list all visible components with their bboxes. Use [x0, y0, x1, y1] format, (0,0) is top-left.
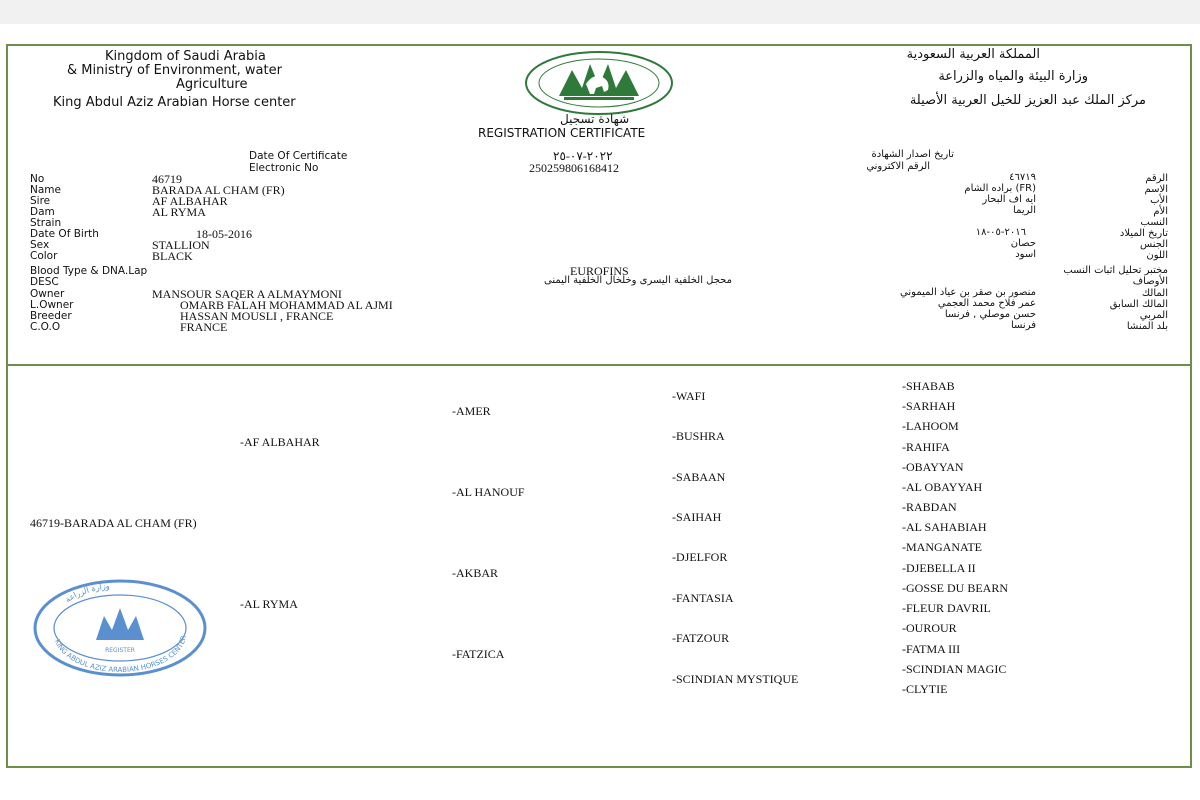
- label-ar-dam: الأم: [1153, 206, 1168, 217]
- pedigree-gen4-11: -GOSSE DU BEARN: [902, 581, 1009, 595]
- svg-text:KING ABDUL AZIZ ARABIAN HORSES: KING ABDUL AZIZ ARABIAN HORSES CENTER: [53, 634, 188, 675]
- pedigree-gen4-6: -AL OBAYYAH: [902, 480, 983, 494]
- pedigree-gen4-8: -AL SAHABIAH: [902, 520, 987, 534]
- label-sire: Sire: [30, 195, 51, 207]
- header-ar-line3: مركز الملك عبد العزيز للخيل العربية الأصيلة: [909, 93, 1146, 108]
- label-ar-name: الاسم: [1144, 184, 1168, 195]
- pedigree-gen4-14: -FATMA III: [902, 642, 961, 656]
- value-coo: FRANCE: [180, 320, 228, 334]
- label-ar-owner: المالك: [1141, 288, 1168, 299]
- svg-text:REGISTER: REGISTER: [105, 647, 135, 654]
- value-dob: 18-05-2016: [196, 227, 252, 241]
- label-ar-coo: بلد المنشا: [1126, 321, 1168, 332]
- label-ar-dob: تاريخ الميلاد: [1119, 228, 1168, 239]
- value-ar-sex: حصان: [1010, 238, 1036, 249]
- label-no: No: [30, 173, 45, 185]
- pedigree-dam: -AL RYMA: [240, 597, 298, 611]
- label-ar-strain: النسب: [1140, 217, 1168, 228]
- header-en-line2: & Ministry of Environment, water: [67, 63, 282, 78]
- pedigree-gen3-2: -BUSHRA: [672, 429, 725, 443]
- electronic-value: 250259806168412: [529, 161, 619, 175]
- pedigree-gen4-7: -RABDAN: [902, 500, 957, 514]
- pedigree-gen3-6: -FANTASIA: [672, 591, 734, 605]
- value-color: BLACK: [152, 249, 193, 263]
- official-stamp: [32, 578, 208, 678]
- value-ar-lowner: عمر فلاح محمد العجمي: [937, 298, 1036, 309]
- pedigree-gen2-3: -AKBAR: [452, 566, 499, 580]
- pedigree-gen4-4: -RAHIFA: [902, 440, 950, 454]
- pedigree-gen4-2: -SARHAH: [902, 399, 956, 413]
- value-ar-dob: ٢٠١٦-٠٥-١٨: [975, 227, 1026, 238]
- pedigree-gen4-3: -LAHOOM: [902, 419, 959, 433]
- pedigree-gen3-7: -FATZOUR: [672, 631, 730, 645]
- label-strain: Strain: [30, 217, 62, 229]
- date-value: ٢٠٢٢-٠٧-٢٥: [553, 149, 613, 163]
- value-sire: AF ALBAHAR: [152, 194, 228, 208]
- center-logo: [524, 50, 674, 116]
- pedigree-gen4-16: -CLYTIE: [902, 682, 948, 696]
- pedigree-subject: 46719-BARADA AL CHAM (FR): [30, 516, 197, 530]
- value-ar-dam: الريما: [1013, 205, 1036, 216]
- label-ar-blood: مختبر تحليل اثبات النسب: [1063, 265, 1168, 276]
- pedigree-gen4-15: -SCINDIAN MAGIC: [902, 662, 1007, 676]
- date-label: Date Of Certificate: [249, 150, 348, 162]
- label-blood: Blood Type & DNA.Lap: [30, 265, 148, 277]
- electronic-label: Electronic No: [249, 162, 319, 174]
- header-ar-line2: وزارة البيئة والمياه والزراعة: [938, 69, 1088, 84]
- label-ar-lowner: المالك السابق: [1109, 299, 1168, 310]
- pedigree-gen2-4: -FATZICA: [452, 647, 505, 661]
- label-desc: DESC: [30, 276, 59, 288]
- label-ar-sex: الجنس: [1139, 239, 1168, 250]
- pedigree-sire: -AF ALBAHAR: [240, 435, 320, 449]
- label-ar-color: اللون: [1146, 250, 1168, 261]
- header-ar-line1: المملكة العربية السعودية: [906, 47, 1040, 62]
- pedigree-gen3-4: -SAIHAH: [672, 510, 722, 524]
- title-en: REGISTRATION CERTIFICATE: [478, 126, 646, 140]
- label-ar-no: الرقم: [1145, 173, 1168, 184]
- pedigree-gen4-12: -FLEUR DAVRIL: [902, 601, 991, 615]
- value-name: BARADA AL CHAM (FR): [152, 183, 285, 197]
- value-ar-color: اسود: [1015, 249, 1036, 260]
- value-ar-coo: فرنسا: [1010, 320, 1036, 331]
- value-blood: EUROFINS: [570, 264, 629, 278]
- value-ar-breeder: حسن موصلي , فرنسا: [944, 309, 1036, 320]
- pedigree-gen4-9: -MANGANATE: [902, 540, 982, 554]
- pedigree-gen3-3: -SABAAN: [672, 470, 726, 484]
- value-no: 46719: [152, 172, 182, 186]
- header-en-line3: Agriculture: [176, 77, 248, 92]
- header-en-line1: Kingdom of Saudi Arabia: [105, 49, 266, 64]
- label-ar-sire: الأب: [1150, 195, 1168, 206]
- section-divider: [6, 364, 1192, 366]
- top-bar: [0, 0, 1200, 24]
- label-color: Color: [30, 250, 58, 262]
- label-ar-desc: الأوصاف: [1132, 276, 1168, 287]
- pedigree-gen4-5: -OBAYYAN: [902, 460, 964, 474]
- value-desc-ar: محجل الخلفية اليسرى وخلخال الخلفية اليمنى: [544, 275, 732, 286]
- label-lowner: L.Owner: [30, 299, 74, 311]
- value-owner: MANSOUR SAQER A ALMAYMONI: [152, 287, 342, 301]
- pedigree-gen4-13: -OUROUR: [902, 621, 957, 635]
- label-dam: Dam: [30, 206, 55, 218]
- value-lowner: OMARB FALAH MOHAMMAD AL AJMI: [180, 298, 393, 312]
- pedigree-gen4-10: -DJEBELLA II: [902, 561, 976, 575]
- value-breeder: HASSAN MOUSLI , FRANCE: [180, 309, 334, 323]
- pedigree-gen2-1: -AMER: [452, 404, 491, 418]
- label-name: Name: [30, 184, 61, 196]
- label-ar-breeder: المربي: [1139, 310, 1168, 321]
- pedigree-gen4-1: -SHABAB: [902, 379, 955, 393]
- value-dam: AL RYMA: [152, 205, 206, 219]
- label-owner: Owner: [30, 288, 65, 300]
- label-sex: Sex: [30, 239, 50, 251]
- value-ar-sire: ايه اف البحار: [982, 194, 1036, 205]
- date-label-ar: تاريخ اصدار الشهادة: [871, 149, 954, 160]
- electronic-label-ar: الرقم الاكتروني: [866, 161, 930, 172]
- header-en-line4: King Abdul Aziz Arabian Horse center: [53, 95, 296, 110]
- value-sex: STALLION: [152, 238, 210, 252]
- title-ar: شهادة تسجيل: [560, 112, 630, 126]
- pedigree-gen3-8: -SCINDIAN MYSTIQUE: [672, 672, 799, 686]
- value-ar-name: (FR) براده الشام: [964, 183, 1036, 194]
- label-breeder: Breeder: [30, 310, 72, 322]
- label-coo: C.O.O: [30, 321, 61, 333]
- value-ar-owner: منصور بن صقر بن عياد الميموني: [900, 287, 1036, 298]
- pedigree-gen2-2: -AL HANOUF: [452, 485, 525, 499]
- label-dob: Date Of Birth: [30, 228, 99, 240]
- pedigree-gen3-1: -WAFI: [672, 389, 706, 403]
- value-ar-no: ٤٦٧١٩: [1009, 172, 1036, 183]
- svg-text:وزارة الزراعة: وزارة الزراعة: [63, 581, 110, 605]
- pedigree-gen3-5: -DJELFOR: [672, 550, 728, 564]
